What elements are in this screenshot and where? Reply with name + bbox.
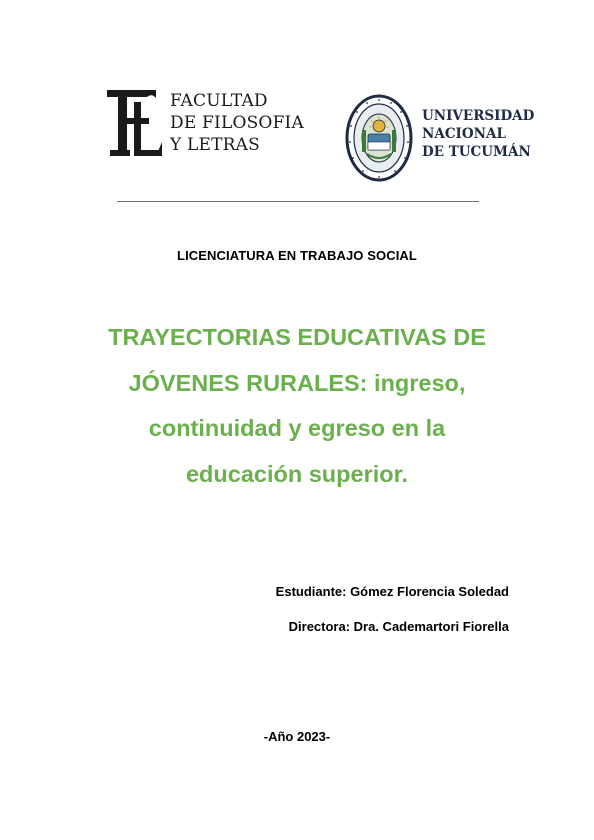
university-seal-icon <box>345 94 413 182</box>
student-name: Estudiante: Gómez Florencia Soledad <box>275 584 509 599</box>
thesis-title-line-2: JÓVENES RURALES: ingreso, <box>128 369 466 396</box>
fyl-monogram-icon <box>104 88 164 160</box>
university-name-line-2: NACIONAL <box>422 126 506 142</box>
year: -Año 2023- <box>263 729 331 744</box>
header-divider <box>117 201 479 202</box>
thesis-title-line-1: TRAYECTORIAS EDUCATIVAS DE <box>108 324 486 350</box>
thesis-title-line-4: educación superior. <box>185 460 408 487</box>
faculty-name <box>170 90 304 156</box>
credits <box>276 584 509 654</box>
faculty-name-line-2: DE FILOSOFIA <box>170 113 304 133</box>
thesis-title-line-3: continuidad y egreso en la <box>148 415 446 441</box>
faculty-name-line-3: Y LETRAS <box>170 135 260 155</box>
thesis-title <box>40 315 554 497</box>
degree-program: LICENCIATURA EN TRABAJO SOCIAL <box>177 248 417 263</box>
faculty-name-line-1: FACULTAD <box>170 91 268 111</box>
cover-header <box>0 0 594 200</box>
university-logo <box>345 94 535 184</box>
university-name <box>422 107 542 161</box>
faculty-logo <box>104 88 304 160</box>
director-name: Directora: Dra. Cademartori Fiorella <box>288 619 509 634</box>
university-name-line-1: UNIVERSIDAD <box>422 108 535 124</box>
university-name-line-3: DE TUCUMÁN <box>422 144 531 160</box>
